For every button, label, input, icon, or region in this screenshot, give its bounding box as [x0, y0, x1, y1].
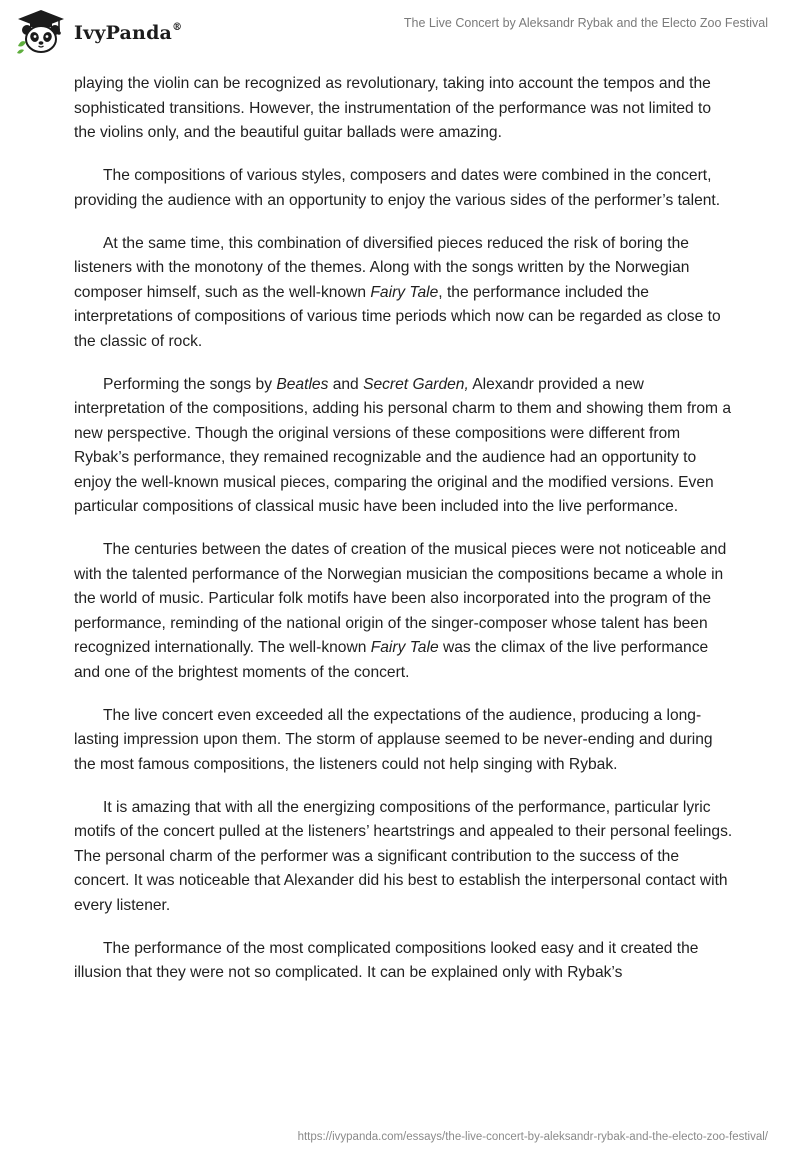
paragraph-text: The centuries between the dates of creation of the musical pieces were not noticeable and with the talented performance of the Norwegian musician the compositions became a whole in the world of music. Particular folk motifs have been also incorporated into the program of the performance, reminding of the national origin of the singer-composer whose talent has been recognized internationally. The well-known	[74, 541, 727, 656]
paragraph-text: The performance of the most complicated compositions looked easy and it created the illusion that they were not so complicated. It can be explained only with Rybak’s	[74, 939, 699, 981]
paragraph-text: and	[328, 375, 364, 393]
essay-paragraph	[74, 232, 734, 355]
paragraph-text: The compositions of various styles, composers and dates were combined in the concert, providing the audience with an opportunity to enjoy the various sides of the performer’s talent.	[74, 167, 721, 209]
essay-paragraph	[74, 373, 734, 520]
essay-paragraph	[74, 538, 734, 685]
italic-title: Fairy Tale	[370, 283, 439, 301]
ivypanda-logo[interactable]	[14, 8, 214, 56]
essay-paragraph	[74, 72, 734, 146]
paragraph-text: Alexandr provided a new interpretation of the compositions, adding his personal charm to them and showing them from a new perspective. Though the original versions of these compositions were different from Rybak’s performance, they remained recognizable and the audience had an opportunity to enjoy the well-known musical pieces, comparing the original and the modified versions. Even particular compositions of classical music have been included into the live performance.	[74, 375, 732, 515]
essay-paragraph	[74, 796, 734, 919]
document-title: The Live Concert by Aleksandr Rybak and the Electo Zoo Festival	[403, 16, 768, 30]
paragraph-text: was the climax of the live performance and one of the brightest moments of the concert.	[74, 639, 709, 681]
paragraph-text: Performing the songs by	[103, 375, 277, 393]
italic-title: Secret Garden,	[363, 375, 469, 393]
panda-graduate-icon	[14, 8, 68, 56]
paragraph-text: The live concert even exceeded all the expectations of the audience, producing a long-lasting impression upon them. The storm of applause seemed to be never-ending and during the most famous compositions, the listeners could not help singing with Rybak.	[74, 706, 713, 773]
essay-paragraph	[74, 937, 734, 986]
paragraph-text: , the performance included the interpretations of compositions of various time periods which now can be regarded as close to the classic of rock.	[74, 283, 721, 350]
essay-paragraph	[74, 704, 734, 778]
essay-body	[74, 72, 734, 1004]
paragraph-text: playing the violin can be recognized as revolutionary, taking into account the tempos and the sophisticated transitions. However, the instrumentation of the performance was not limited to the violins only, and the beautiful guitar ballads were amazing.	[74, 75, 712, 141]
paragraph-text: It is amazing that with all the energizing compositions of the performance, particular lyric motifs of the concert pulled at the listeners’ heartstrings and appealed to their personal feelings. The personal charm of the performer was a significant contribution to the success of the concert. It was noticeable that Alexander did his best to establish the interpersonal contact with every listener.	[74, 798, 733, 914]
source-url[interactable]: https://ivypanda.com/essays/the-live-concert-by-aleksandr-rybak-and-the-electo-zoo-festival/	[297, 1131, 768, 1143]
paragraph-text: At the same time, this combination of diversified pieces reduced the risk of boring the listeners with the monotony of the themes. Along with the songs written by the Norwegian composer himself, such as the well-known	[74, 234, 690, 301]
italic-title: Fairy Tale	[370, 639, 439, 656]
brand-name: IvyPanda®	[74, 21, 183, 44]
italic-title: Beatles	[276, 375, 329, 393]
page-header	[0, 0, 800, 70]
essay-paragraph	[74, 164, 734, 213]
